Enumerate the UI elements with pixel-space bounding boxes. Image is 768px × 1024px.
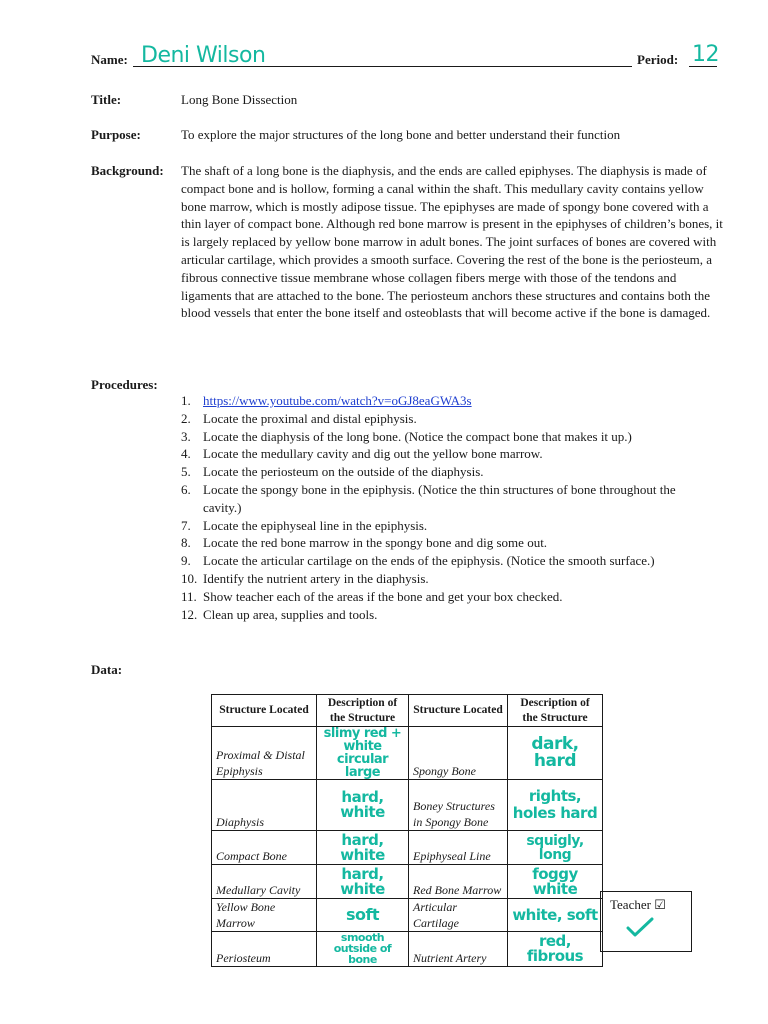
background-label: Background: [91, 163, 164, 178]
structure-cell: Red Bone Marrow [409, 865, 508, 899]
description-cell: foggy white [508, 865, 603, 899]
data-label: Data: [91, 662, 123, 677]
procedure-step: 7. Locate the epiphyseal line in the epiphysis. [181, 517, 428, 533]
structure-cell: Compact Bone [212, 831, 317, 865]
data-table [211, 694, 603, 967]
description-cell: smooth outside of bone [317, 932, 409, 967]
period-label: Period: [637, 52, 679, 67]
student-name: Deni Wilson [141, 43, 266, 68]
procedure-step: 2. Locate the proximal and distal epiphysis. [181, 410, 417, 426]
procedure-list [181, 392, 701, 623]
procedure-step: 4. Locate the medullary cavity and dig out the yellow bone marrow. [181, 446, 543, 462]
title-label: Title: [91, 92, 122, 107]
procedures-label: Procedures: [91, 377, 158, 392]
structure-cell: Diaphysis [212, 780, 317, 831]
table-row [212, 831, 603, 865]
column-header: Description of the Structure [317, 695, 409, 727]
description-cell: slimy red + white circular large [317, 727, 409, 780]
structure-cell: Boney Structures in Spongy Bone [409, 780, 508, 831]
video-link[interactable]: https://www.youtube.com/watch?v=oGJ8eaGWA3s [203, 393, 472, 408]
procedure-step: 5. Locate the periosteum on the outside of the diaphysis. [181, 464, 484, 480]
procedure-step: 8. Locate the red bone marrow in the spongy bone and dig some out. [181, 535, 548, 551]
procedure-step: 6. Locate the spongy bone in the epiphysis. (Notice the thin structures of bone throughout the cavity.) [181, 481, 676, 515]
procedure-step: 1. https://www.youtube.com/watch?v=oGJ8eaGWA3s [181, 393, 472, 408]
table-row [212, 899, 603, 932]
structure-cell: Epiphyseal Line [409, 831, 508, 865]
table-header-row [212, 695, 603, 727]
column-header: Structure Located [212, 695, 317, 727]
structure-cell: Medullary Cavity [212, 865, 317, 899]
description-cell: dark, hard [508, 727, 603, 780]
procedure-step: 10. Identify the nutrient artery in the diaphysis. [181, 570, 429, 586]
procedure-step: 11. Show teacher each of the areas if the bone and get your box checked. [181, 588, 563, 604]
description-cell: soft [317, 899, 409, 932]
description-cell: hard, white [317, 831, 409, 865]
column-header: Structure Located [409, 695, 508, 727]
description-cell: squigly, long [508, 831, 603, 865]
structure-cell: Proximal & Distal Epiphysis [212, 727, 317, 780]
description-cell: hard, white [317, 780, 409, 831]
teacher-label: Teacher ☑ [610, 897, 666, 912]
table-row [212, 727, 603, 780]
table-row [212, 932, 603, 967]
column-header: Description of the Structure [508, 695, 603, 727]
structure-cell: Periosteum [212, 932, 317, 967]
teacher-check-box [600, 891, 692, 952]
table-row [212, 865, 603, 899]
purpose-label: Purpose: [91, 127, 141, 142]
period-value: 12 [692, 42, 719, 67]
description-cell: white, soft [508, 899, 603, 932]
description-cell: red, fibrous [508, 932, 603, 967]
structure-cell: Articular Cartilage [409, 899, 508, 932]
name-label: Name: [91, 52, 128, 67]
structure-cell: Yellow Bone Marrow [212, 899, 317, 932]
description-cell: hard, white [317, 865, 409, 899]
structure-cell: Spongy Bone [409, 727, 508, 780]
structure-cell: Nutrient Artery [409, 932, 508, 967]
description-cell: rights, holes hard [508, 780, 603, 831]
procedure-step: 3. Locate the diaphysis of the long bone. (Notice the compact bone that makes it up.) [181, 428, 632, 444]
procedure-step: 9. Locate the articular cartilage on the ends of the epiphysis. (Notice the smooth surface.) [181, 553, 655, 569]
purpose-value: To explore the major structures of the long bone and better understand their function [181, 127, 621, 142]
checkmark-icon [625, 916, 655, 943]
table-row [212, 780, 603, 831]
title-value: Long Bone Dissection [181, 92, 298, 107]
procedure-step: 12. Clean up area, supplies and tools. [181, 606, 378, 622]
background-paragraph: The shaft of a long bone is the diaphysis, and the ends are called epiphyses. The diaphysis is made of compact bone and is hollow, forming a canal within the shaft. This medullary cavity contains yellow bone marrow, which is mostly adipose tissue. The epiphyses are made of spongy bone covered with a thin layer of compact bone. Although red bone marrow is present in the epiphyses of children’s bones, it is largely replaced by yellow bone marrow in adult bones. The joint surfaces of bones are covered with articular cartilage, which provides a smooth surface. Covering the rest of the bone is the periosteum, a fibrous connective tissue membrane whose collagen fibers merge with those of the tendons and ligaments that are attached to the bone. The periosteum anchors these structures and contains both the blood vessels that enter the bone itself and osteoblasts that will become active if the bone is damaged. [181, 163, 723, 321]
